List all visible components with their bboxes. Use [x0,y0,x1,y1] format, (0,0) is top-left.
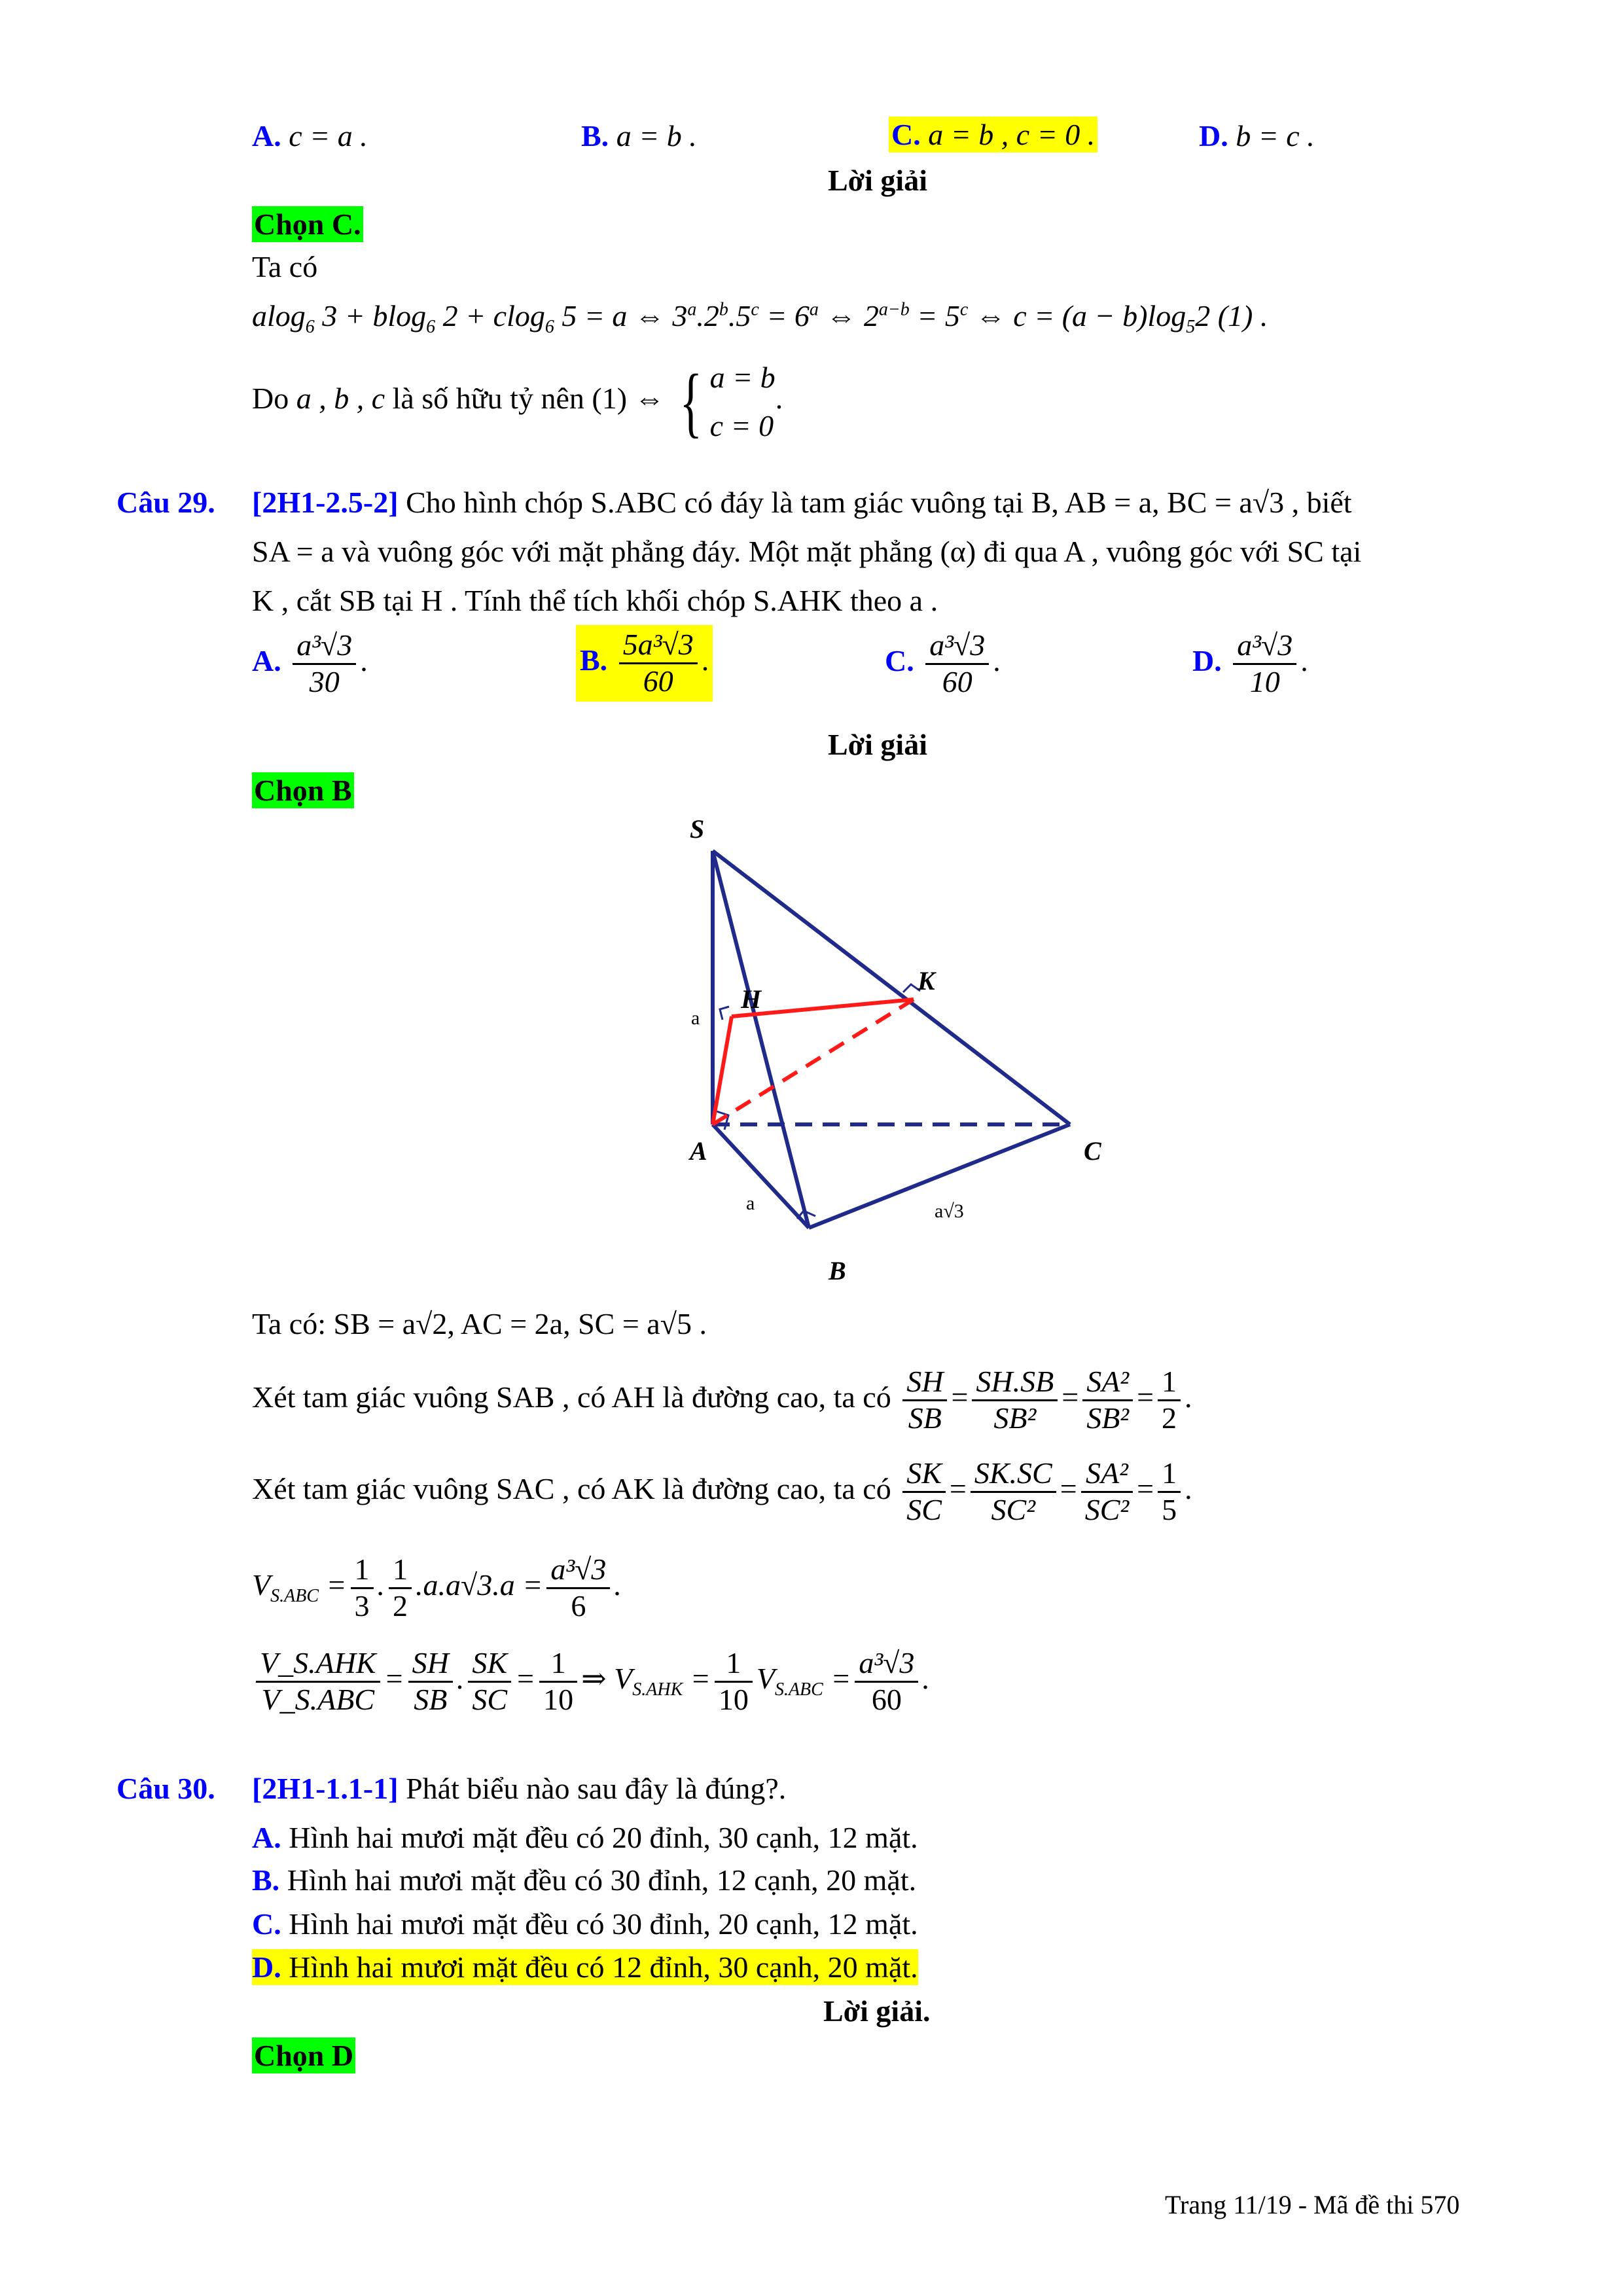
option-text: c = a . [289,119,368,152]
numerator: 1 [539,1646,577,1683]
option-text: b = c . [1236,119,1315,152]
denominator: SC [472,1682,508,1716]
numerator: V_S.AHK [256,1646,380,1683]
option-label: A. [252,119,281,152]
denominator: SC² [991,1492,1036,1526]
numerator: SH.SB [972,1365,1058,1401]
denominator: 60 [871,1682,902,1716]
fraction [389,1552,412,1624]
option-text: Hình hai mươi mặt đều có 12 đỉnh, 30 cạnh, 20 mặt. [281,1950,918,1984]
expr: ⇒ V [581,1661,633,1695]
numerator: 1 [351,1552,374,1589]
eq-part: ⇔ c = (a − b)log [968,299,1186,332]
option-label: D. [1199,119,1228,152]
edge-label-bc: a√3 [935,1200,964,1222]
numerator: a³√3 [855,1646,918,1683]
eq-part: = 5 [909,299,960,332]
v-symbol: V [756,1661,775,1695]
right-angle-h [720,1007,729,1020]
page-footer: Trang 11/19 - Mã đề thi 570 [1165,2190,1460,2219]
option-text: a = b , c = 0 . [928,118,1096,151]
fraction [351,1552,374,1624]
numerator: SA² [1082,1365,1133,1401]
eq-part: 5 = a ⇔ 3 [562,299,688,332]
edge-label-sa: a [691,1007,700,1029]
v-subscript: S.ABC [774,1679,823,1700]
question-tag: [2H1-2.5-2] [252,486,399,519]
text: là số hữu tỷ nên (1) ⇔ [385,382,665,416]
q29-line2: SA = a và vuông góc với mặt phẳng đáy. Một mặt phẳng (α) đi qua A , vuông góc với SC tại [252,535,1362,568]
q29-option-b: B. $\frac{\text{5a³√3}}{60}$ . [576,625,713,702]
fraction [539,1646,577,1717]
q28-line1: Ta có [252,250,318,283]
denominator: 60 [643,664,673,698]
denominator: 30 [309,664,340,698]
eq-part: ⇔ 2 [818,299,879,332]
q30-option-c [252,1906,918,1942]
v-subscript: S.ABC [270,1586,319,1607]
option-label: D. [1192,643,1222,677]
numerator: SK.SC [971,1456,1056,1493]
denominator: SB² [1086,1401,1130,1435]
denominator: SB [908,1401,942,1435]
question-number: Câu 30. [116,1772,215,1805]
q29-choice: Chọn B [252,772,354,808]
numerator: 5a³√3 [619,628,698,664]
denominator: SC² [1084,1492,1130,1526]
q30-option-a [252,1820,918,1856]
eq-part: .5 [728,299,751,332]
edge-label-ab: a [746,1193,755,1214]
q29-volume-abc: $V_{S.ABC}$ = $\frac{1}{3}$ . $\frac{1}{2}$ .a.a√3.a = $\frac{\text{a³√3}}{6}$ . [252,1552,622,1623]
edge-ah [713,1016,732,1124]
numerator: SK [468,1646,511,1683]
q29-option-a: A. $\frac{\text{a³√3}}{30}$ . [252,628,368,698]
numerator: SH [902,1365,947,1401]
text: Do [252,382,296,416]
option-label: D. [252,1950,281,1984]
denominator: 10 [1249,664,1280,698]
q30-option-b [252,1862,916,1898]
question-text: Phát biểu nào sau đây là đúng?. [398,1772,787,1805]
fraction [1081,1456,1133,1528]
q29-line1 [252,484,1352,520]
fraction [715,1646,753,1717]
eq-part: = 6 [758,299,810,332]
system-row: a = b [709,361,776,394]
option-label: C. [885,643,914,677]
numerator: a³√3 [293,628,356,665]
edge-sc [713,851,1070,1124]
eq-part: 2 + clog [442,299,545,332]
option-label: A. [252,1821,281,1854]
denominator: 2 [393,1588,408,1623]
q30-option-d [252,1949,918,1985]
vertex-label-a: A [690,1136,707,1166]
vertex-label-h: H [741,984,762,1014]
q28-system-line: Do a , b , c là số hữu tỷ nên (1) ⇔ { a = b c = 0 . [252,353,783,450]
option-label: C. [252,1907,281,1941]
fraction [408,1646,453,1717]
q30-choice: Chọn D [252,2037,355,2073]
option-text: Hình hai mươi mặt đều có 30 đỉnh, 20 cạnh, 12 mặt. [281,1907,918,1941]
q30-solution-heading: Lời giải. [823,1994,931,2028]
q28-option-b [581,118,697,154]
fraction [855,1646,918,1717]
q28-option-a [252,118,368,154]
q29-sol1: Ta có: SB = a√2, AC = 2a, SC = a√5 . [252,1307,707,1340]
fraction [468,1646,511,1717]
vertex-label-c: C [1084,1136,1101,1166]
q28-solution-heading: Lời giải [828,164,927,197]
denominator: 6 [571,1588,586,1623]
pyramid-figure [668,812,1113,1296]
fraction [293,628,356,700]
q28-option-d [1199,118,1315,154]
fraction [902,1365,947,1436]
q30-question [252,1770,786,1806]
numerator: SA² [1081,1456,1133,1493]
system-row: c = 0 [709,408,774,442]
fraction [619,628,698,699]
v-symbol: V [252,1568,271,1602]
q29-line3: K , cắt SB tại H . Tính thể tích khối chóp S.AHK theo a . [252,584,938,617]
v-subscript: S.AHK [632,1679,683,1700]
text: Xét tam giác vuông SAC , có AK là đường cao, ta có [252,1471,891,1505]
denominator: V_S.ABC [261,1682,375,1716]
q29-option-d: D. $\frac{\text{a³√3}}{10}$ . [1192,628,1308,698]
option-label: C. [891,118,921,151]
fraction [1233,628,1296,700]
left-brace: { [679,357,703,445]
denominator: 5 [1162,1492,1177,1526]
question-tag: [2H1-1.1-1] [252,1772,399,1805]
q29-number [116,484,215,520]
numerator: 1 [389,1552,412,1589]
numerator: 1 [1158,1365,1181,1401]
eq-part: 2 (1) . [1195,299,1268,332]
vars: a , b , c [296,382,385,416]
fraction [971,1456,1056,1528]
q29-solution-heading: Lời giải [828,728,927,761]
question-number: Câu 29. [116,486,215,519]
vertex-label-k: K [918,966,935,996]
fraction [256,1646,380,1717]
fraction [1158,1365,1181,1436]
denominator: SC [906,1492,942,1526]
vertex-label-s: S [690,814,705,844]
fraction [902,1456,946,1528]
q29-option-c: C. $\frac{\text{a³√3}}{60}$ . [885,628,1001,698]
q28-option-c [889,117,1097,152]
expr: .a.a√3.a = [416,1568,543,1602]
denominator: SB [414,1682,448,1716]
edge-ak [713,999,914,1124]
option-label: A. [252,643,281,677]
option-text: Hình hai mươi mặt đều có 30 đỉnh, 12 cạnh, 20 mặt. [279,1863,917,1897]
option-label: B. [252,1863,280,1897]
option-text: a = b . [616,119,697,152]
denominator: 3 [354,1588,370,1623]
numerator: 1 [715,1646,753,1683]
q28-choice: Chọn C. [252,206,363,242]
q29-sol2: Xét tam giác vuông SAB , có AH là đường cao, ta có $\frac{SH}{SB}$ = $\frac{SH.SB}{\text{SB²}}$ = $\frac{\text{SA²}}{\text{SB²}}$ = $\frac{1}{2}$ . [252,1365,1192,1435]
eq-part: 3 + blog [322,299,427,332]
numerator: a³√3 [1233,628,1296,665]
fraction [1158,1456,1181,1528]
q29-volume-ratio: $\frac{\text{V\_S.AHK}}{\text{V\_S.ABC}}$ = $\frac{SH}{SB}$ . $\frac{SK}{SC}$ = $\frac{1}{10}$ ⇒ $V_{S.AHK}$ = $\frac{1}{10}$ $V_{S.ABC}$ = $\frac{\text{a³√3}}{60}$ . [252,1646,930,1717]
numerator: SH [408,1646,453,1683]
fraction [972,1365,1058,1436]
q29-sol3: Xét tam giác vuông SAC , có AK là đường cao, ta có $\frac{SK}{SC}$ = $\frac{SK.SC}{\text{SC²}}$ = $\frac{\text{SA²}}{\text{SC²}}$ = $\frac{1}{5}$ . [252,1456,1192,1526]
numerator: a³√3 [546,1552,610,1589]
system [710,353,776,450]
q28-equation: alog$_6$ 3 + blog$_6$ 2 + clog$_6$ 5 = a ⇔ $3^a.2^b.5^c = 6^a$ ⇔ $2^{a-b} = 5^c$ ⇔ $c = (a - b)\log_52$ (1) . [252,299,1268,338]
numerator: a³√3 [925,628,989,665]
text: Xét tam giác vuông SAB , có AH là đường cao, ta có [252,1380,891,1414]
fraction [1082,1365,1133,1436]
denominator: 10 [543,1682,574,1716]
q30-number [116,1770,215,1806]
option-label: B. [581,119,609,152]
fraction [546,1552,610,1624]
numerator: SK [902,1456,946,1493]
eq-part: alog [252,299,306,332]
fraction [925,628,989,700]
denominator: 2 [1162,1401,1177,1435]
denominator: SB² [993,1401,1037,1435]
vertex-label-b: B [829,1256,846,1285]
denominator: 10 [718,1682,749,1716]
option-text: Hình hai mươi mặt đều có 20 đỉnh, 30 cạnh, 12 mặt. [281,1821,918,1854]
numerator: 1 [1158,1456,1181,1493]
question-text: Cho hình chóp S.ABC có đáy là tam giác vuông tại B, AB = a, BC = a√3 , biết [406,486,1352,519]
denominator: 60 [942,664,972,698]
option-label: B. [580,643,608,677]
